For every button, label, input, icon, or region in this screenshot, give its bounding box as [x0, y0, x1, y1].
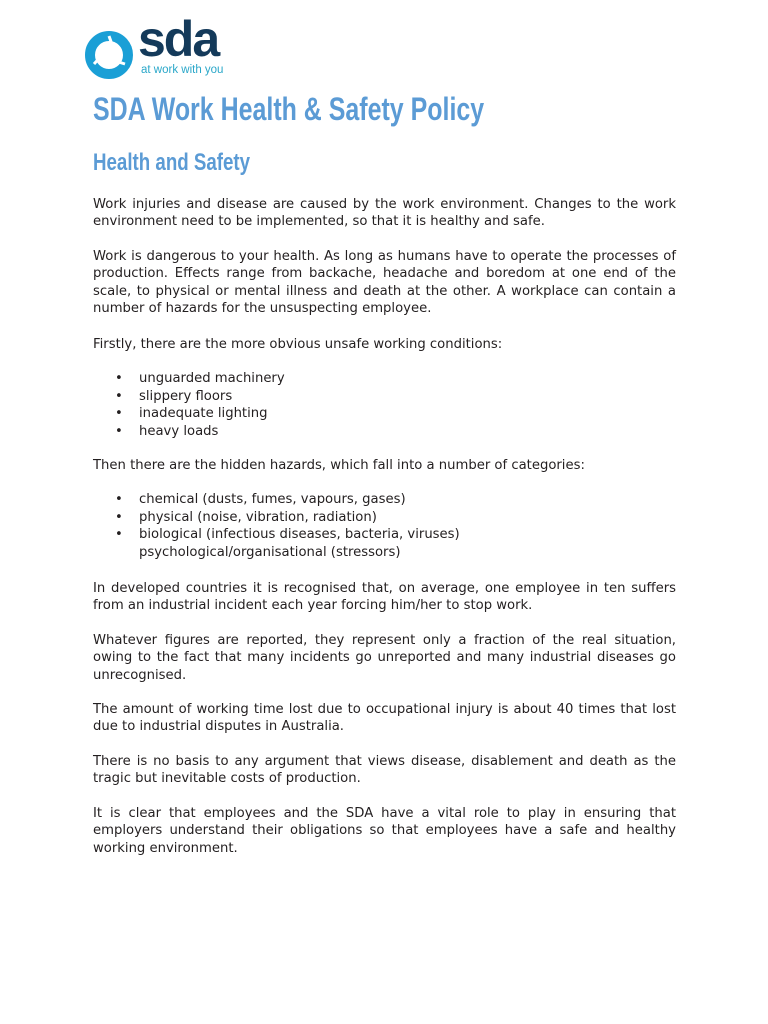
list-item: psychological/organisational (stressors)	[139, 544, 401, 560]
paragraph: There is no basis to any argument that views disease, disablement and death as the tragic but inevitable costs of production.	[93, 754, 676, 787]
list-item: • biological (infectious diseases, bacteria, viruses)	[93, 526, 460, 544]
page-title: SDA Work Health & Safety Policy	[93, 91, 485, 127]
list-item: • heavy loads	[93, 423, 285, 441]
list-item: • chemical (dusts, fumes, vapours, gases)	[93, 491, 460, 509]
logo-tagline: at work with you	[141, 64, 224, 76]
logo-word: sda	[138, 11, 219, 67]
paragraph: Whatever figures are reported, they represent only a fraction of the real situation, owing to the fact that many incidents go unreported and many industrial diseases go unrecognised.	[93, 633, 676, 683]
list-item: • unguarded machinery	[93, 370, 285, 388]
paragraph: Work injuries and disease are caused by the work environment. Changes to the work environment need to be implemented, so that it is healthy and safe.	[93, 197, 676, 230]
hidden-hazards-list	[93, 491, 460, 561]
paragraph: It is clear that employees and the SDA have a vital role to play in ensuring that employers understand their obligations so that employees have a safe and healthy working environment.	[93, 806, 676, 856]
section-heading: Health and Safety	[93, 149, 251, 176]
unsafe-conditions-list	[93, 370, 285, 440]
paragraph: Work is dangerous to your health. As long as humans have to operate the processes of production. Effects range from backache, headache and boredom at one end of the scale, to physical or mental illness and death at the other. A workplace can contain a number of hazards for the unsuspecting employee.	[93, 249, 676, 316]
sda-logo	[84, 11, 244, 80]
list-item: • inadequate lighting	[93, 405, 285, 423]
paragraph: Then there are the hidden hazards, which fall into a number of categories:	[93, 458, 585, 473]
paragraph: In developed countries it is recognised that, on average, one employee in ten suffers from an industrial incident each year forcing him/her to stop work.	[93, 581, 676, 614]
list-item: • physical (noise, vibration, radiation)	[93, 509, 460, 527]
logo-ring-icon	[84, 30, 134, 80]
list-item: • slippery floors	[93, 388, 285, 406]
paragraph: The amount of working time lost due to occupational injury is about 40 times that lost due to industrial disputes in Australia.	[93, 702, 676, 735]
paragraph: Firstly, there are the more obvious unsafe working conditions:	[93, 337, 503, 352]
